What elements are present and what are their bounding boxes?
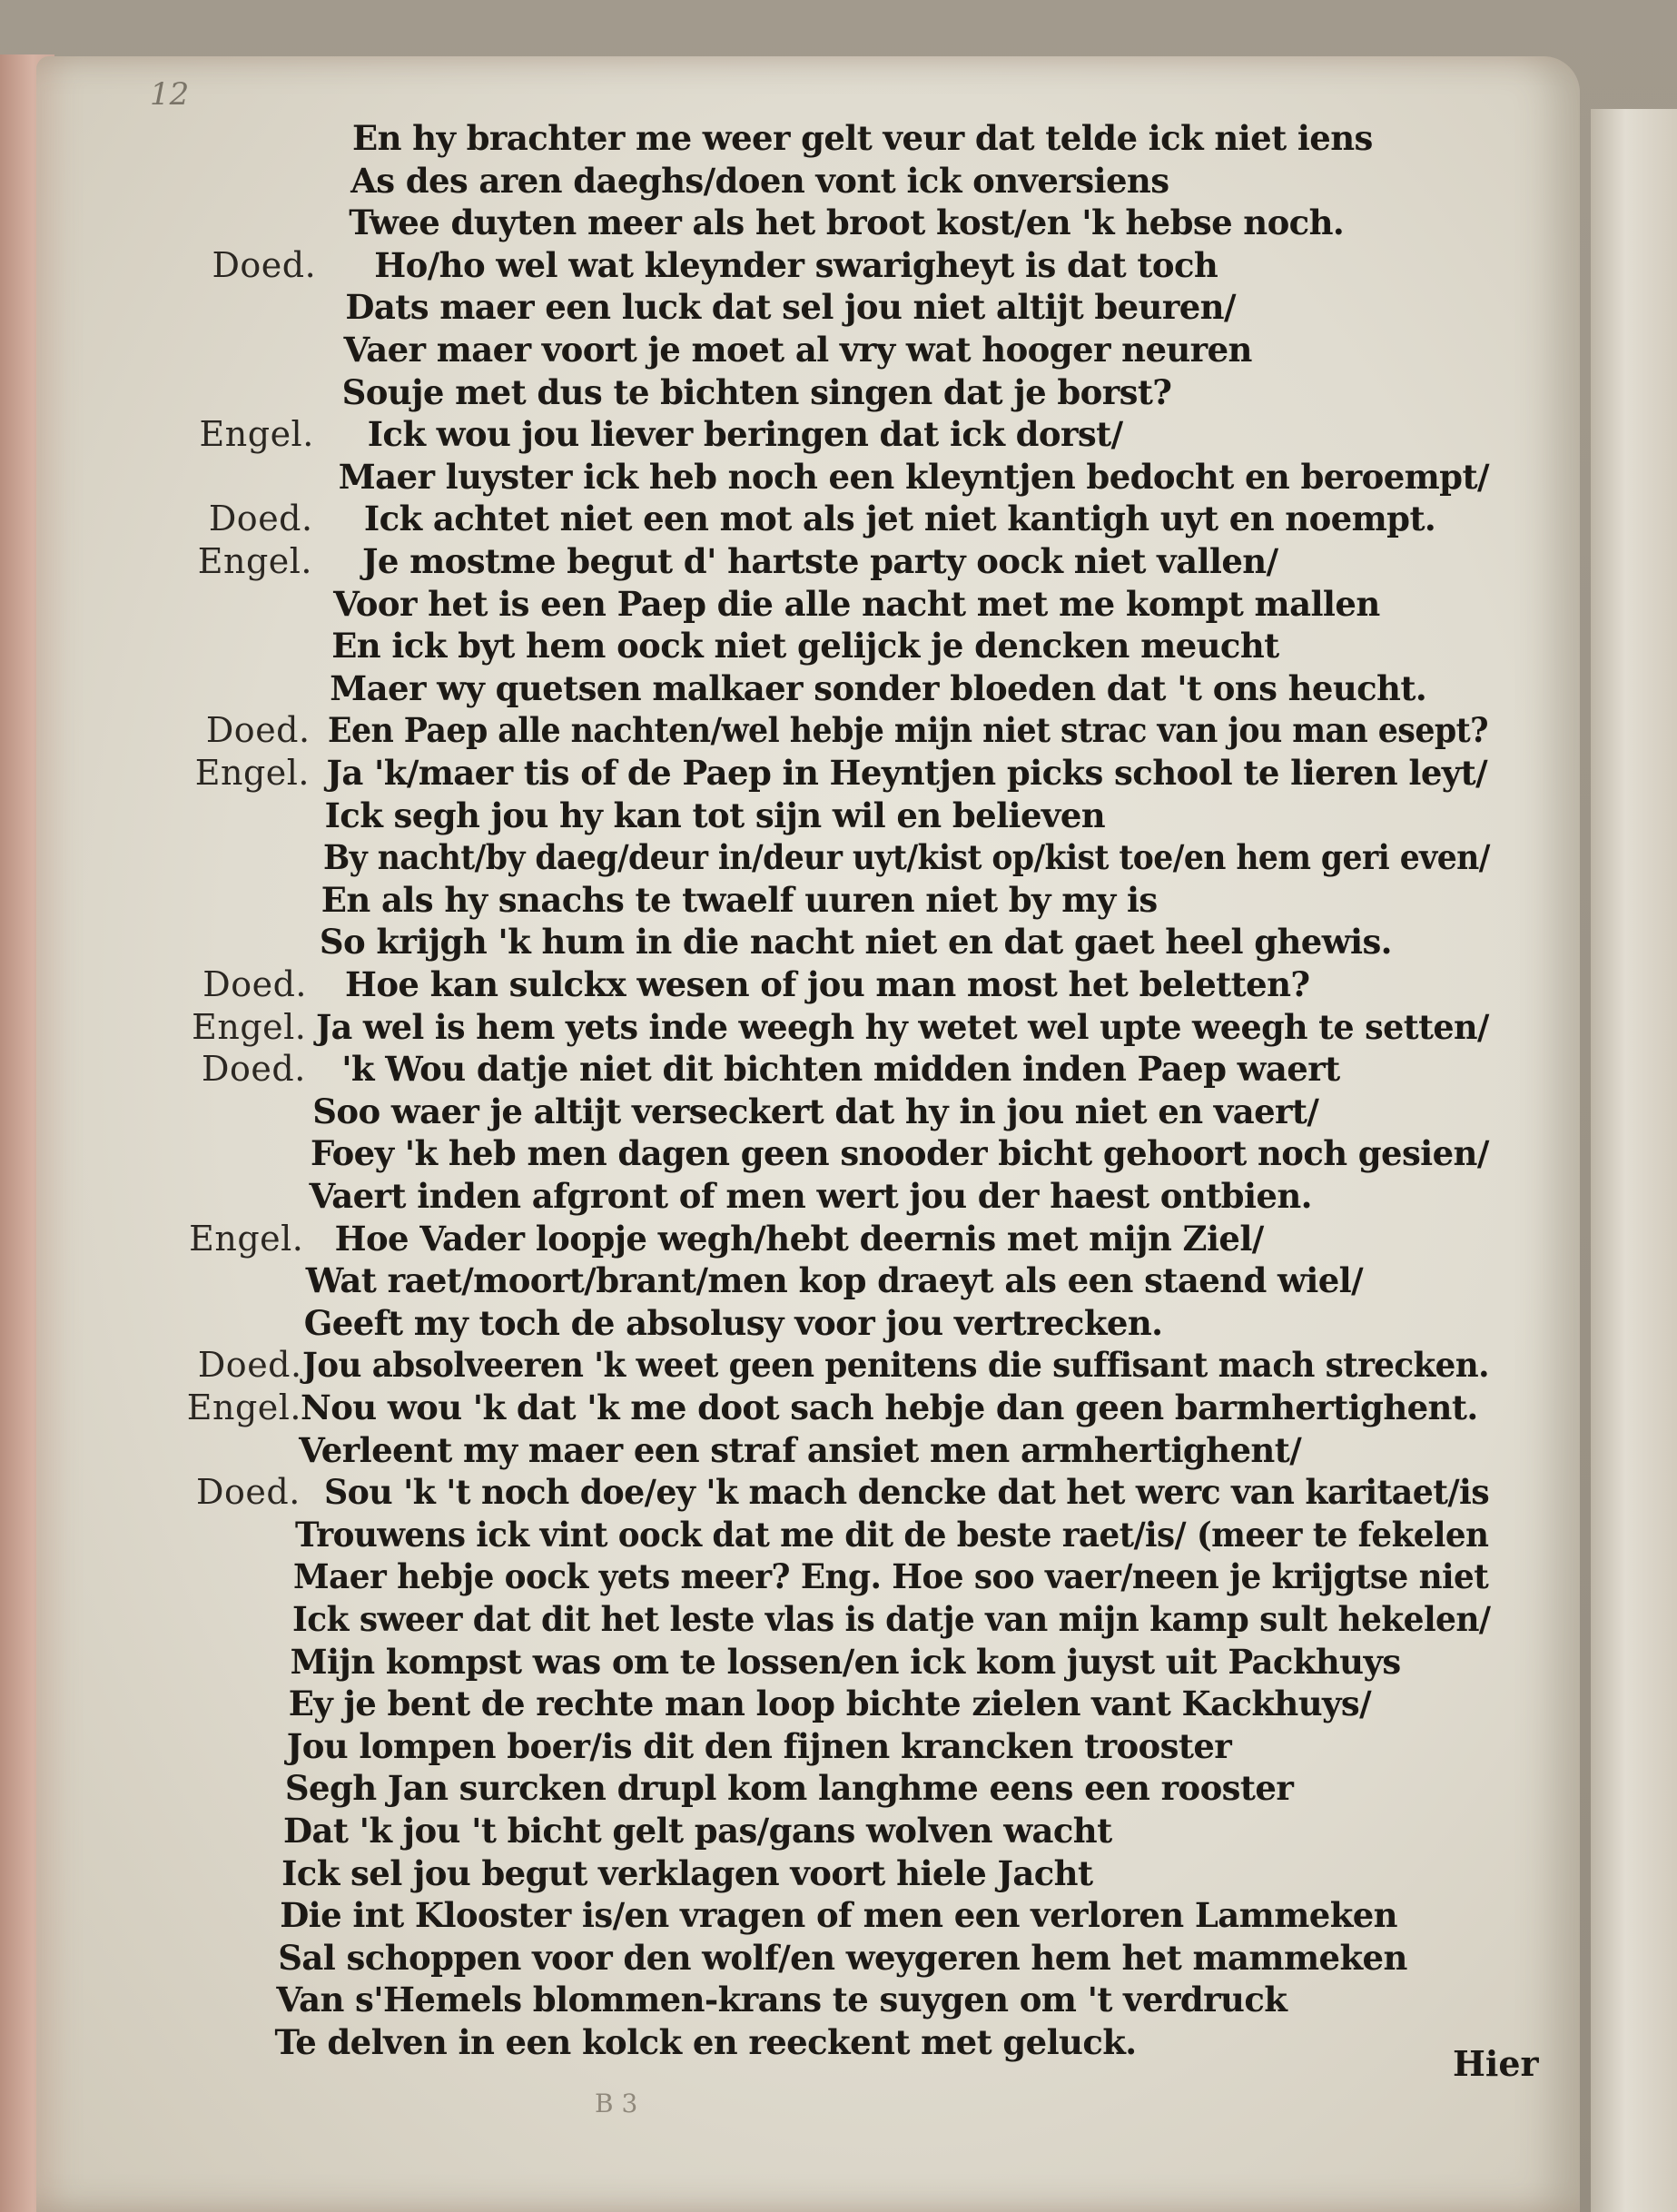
- verse-line: Ick sweer dat dit het leste vlas is datje van mijn kamp sult hekelen/: [291, 1599, 1490, 1639]
- verse-line: En als hy snachs te twaelf uuren niet by my is: [321, 879, 1158, 920]
- verse-line: Dats maer een luck dat sel jou niet altijt beuren/: [345, 287, 1236, 328]
- verse-line: Souje met dus te bichten singen dat je borst?: [341, 371, 1172, 412]
- verse-line: Geeft my toch de absolusy voor jou vertrecken.: [303, 1302, 1163, 1343]
- verse-line: Ick wou jou liever beringen dat ick dorst/: [367, 414, 1123, 455]
- verse-line: Maer hebje oock yets meer? Eng. Hoe soo vaer/neen je krijgtse niet: [293, 1556, 1489, 1597]
- verse-line: En ick byt hem oock niet gelijck je dencken meucht: [331, 626, 1279, 667]
- verse-line: Een Paep alle nachten/wel hebje mijn niet strac van jou man esept?: [328, 710, 1489, 751]
- speaker-label: Doed.: [208, 499, 313, 539]
- verse-line: So krijgh 'k hum in die nacht niet en dat gaet heel ghewis.: [319, 922, 1392, 963]
- facing-page-edge: [1591, 109, 1677, 2212]
- speaker-label: Doed.: [202, 1049, 306, 1090]
- verse-line: Ick segh jou hy kan tot sijn wil en believen: [324, 795, 1106, 835]
- verse-line: Jou absolveeren 'k weet geen penitens die suffisant mach strecken.: [301, 1345, 1489, 1386]
- speaker-label: Doed.: [202, 964, 307, 1004]
- verse-line: Hoe Vader loopje wegh/hebt deernis met mijn Ziel/: [334, 1218, 1264, 1259]
- verse-line: Sal schoppen voor den wolf/en weygeren hem het mammeken: [278, 1937, 1407, 1978]
- signature-mark: B 3: [595, 2089, 638, 2118]
- verse-line: Ho/ho wel wat kleynder swarigheyt is dat toch: [374, 244, 1218, 285]
- verse-line: Segh Jan surcken drupl kom langhme eens een rooster: [284, 1768, 1294, 1809]
- verse-line: Vaer maer voort je moet al vry wat hooger neuren: [343, 330, 1252, 370]
- verse-line: Voor het is een Paep die alle nacht met me kompt mallen: [333, 583, 1380, 624]
- speaker-label: Doed.: [197, 1345, 302, 1386]
- verse-line: Vaert inden afgront of men wert jou der haest ontbien.: [309, 1176, 1312, 1216]
- verse-line: Jou lompen boer/is dit den fijnen krancken trooster: [286, 1725, 1232, 1766]
- verse-line: Mijn kompst was om te lossen/en ick kom juyst uit Packhuys: [290, 1641, 1401, 1682]
- speaker-label: Engel.: [189, 1218, 304, 1259]
- verse-line: Sou 'k 't noch doe/ey 'k mach dencke dat het werc van karitaet/is: [324, 1472, 1490, 1513]
- speaker-label: Engel.: [197, 541, 312, 581]
- verse-line: En hy brachter me weer gelt veur dat telde ick niet iens: [352, 118, 1373, 158]
- verse-line: Verleent my maer een straf ansiet men armhertighent/: [299, 1429, 1302, 1470]
- verse-line: Je mostme begut d' hartste party oock niet vallen/: [362, 541, 1278, 581]
- verse-line: Te delven in een kolck en reeckent met geluck.: [274, 2022, 1137, 2062]
- verse-line: Ick achtet niet een mot als jet niet kantigh uyt en noempt.: [363, 499, 1436, 539]
- verse-line: Ey je bent de rechte man loop bichte zielen vant Kackhuys/: [288, 1684, 1372, 1724]
- speaker-label: Engel.: [194, 753, 310, 793]
- verse-line: Die int Klooster is/en vragen of men een verloren Lammeken: [280, 1895, 1397, 1936]
- verse-line: Wat raet/moort/brant/men kop draeyt als een staend wiel/: [305, 1260, 1364, 1301]
- verse-line: 'k Wou datje niet dit bichten midden inden Paep waert: [341, 1049, 1340, 1090]
- verse-line: Maer wy quetsen malkaer sonder bloeden dat 't ons heucht.: [330, 667, 1427, 708]
- verse-line: Nou wou 'k dat 'k me doot sach hebje dan geen barmhertighent.: [301, 1387, 1478, 1427]
- verse-line: Ja 'k/maer tis of de Paep in Heyntjen picks school te lieren leyt/: [326, 753, 1488, 793]
- speaker-label: Doed.: [212, 244, 317, 285]
- speaker-label: Engel.: [192, 1006, 307, 1047]
- verse-line: Van s'Hemels blommen-krans te suygen om 't verdruck: [276, 1980, 1287, 2020]
- speaker-label: Engel.: [199, 414, 314, 455]
- speaker-label: Engel.: [186, 1387, 301, 1427]
- verse-line: Foey 'k heb men dagen geen snooder bicht gehoort noch gesien/: [311, 1133, 1490, 1174]
- verse-line: Ick sel jou begut verklagen voort hiele Jacht: [281, 1852, 1093, 1893]
- verse-line: As des aren daeghs/doen vont ick onversiens: [350, 160, 1169, 201]
- page-number: 12: [150, 76, 190, 113]
- verse-line: Hoe kan sulckx wesen of jou man most het beletten?: [345, 964, 1310, 1004]
- verse-line: Dat 'k jou 't bicht gelt pas/gans wolven wacht: [283, 1811, 1112, 1851]
- speaker-label: Doed.: [205, 710, 311, 751]
- verse-line: Maer luyster ick heb noch een kleyntjen bedocht en beroempt/: [338, 456, 1489, 497]
- verse-line: Trouwens ick vint oock dat me dit de beste raet/is/ (meer te fekelen: [295, 1514, 1489, 1555]
- verse-line: By nacht/by daeg/deur in/deur uyt/kist op/kist toe/en hem geri even/: [322, 837, 1490, 878]
- catchword: Hier: [1453, 2043, 1539, 2084]
- verse-line: Soo waer je altijt verseckert dat hy in jou niet en vaert/: [312, 1091, 1319, 1131]
- verse-line: Twee duyten meer als het broot kost/en 'k hebse noch.: [349, 202, 1345, 243]
- verse-line: Ja wel is hem yets inde weegh hy wetet wel upte weegh te setten/: [316, 1006, 1489, 1047]
- speaker-label: Doed.: [196, 1472, 301, 1513]
